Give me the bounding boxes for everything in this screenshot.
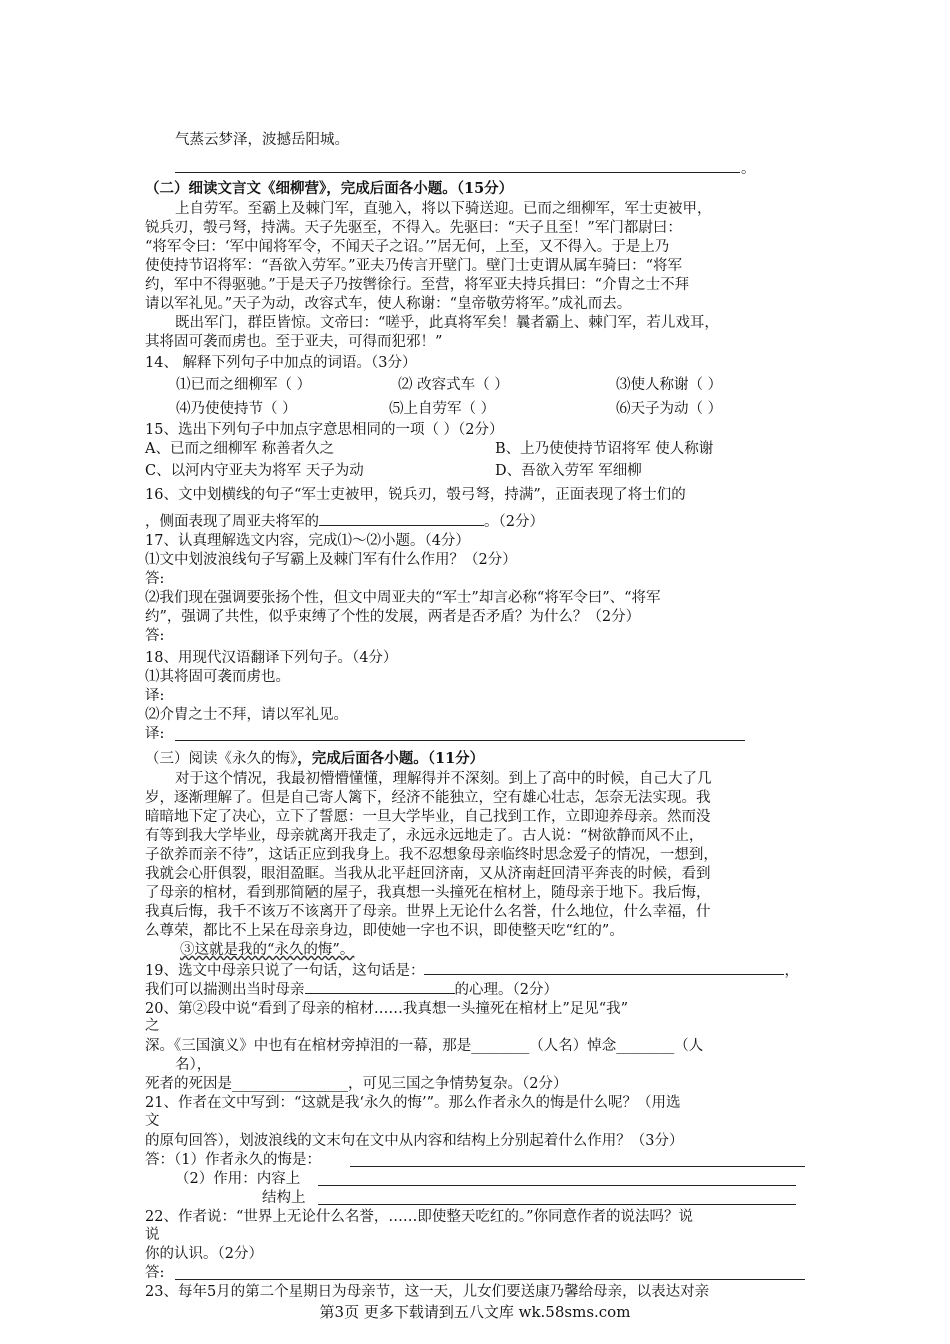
- poem-end: 。: [741, 161, 756, 177]
- q17-2-line2: 约”，强调了共性，似乎束缚了个性的发展，两者是否矛盾？为什么？（2分）: [145, 609, 641, 625]
- q20-line2: 深。《三国演义》中也有在棺材旁掉泪的一幕，那是________（人名）悼念________（人: [145, 1038, 704, 1054]
- section3-title-a: （三）阅读《永久的悔》: [145, 751, 298, 767]
- s3-para-line: 对于这个情况，我最初懵懵懂懂，理解得并不深刻。到上了高中的时候，自己大了几: [175, 771, 712, 787]
- q21-line1: 21、作者在文中写到：“这就是我‘永久的悔’”。那么作者永久的悔是什么呢？（用选: [145, 1095, 681, 1111]
- q21-line3: 答：（1）作者永久的悔是：: [145, 1152, 321, 1168]
- poem-line: 气蒸云梦泽，波撼岳阳城。: [175, 132, 349, 148]
- q22-line1: 22、作者说：“世界上无论什么名誉，……即使整天吃红的。”你同意作者的说法吗？说: [145, 1209, 694, 1225]
- translate-label: 译:: [145, 726, 165, 742]
- q22-line1b: 说: [145, 1227, 160, 1243]
- s3-para-line: 了母亲的棺材，看到那简陋的屋子，我真想一头撞死在棺材上，随母亲于地下。我后悔，: [145, 885, 711, 901]
- s2-para1-line: 请以军礼见。”天子为动，改容式车，使人称谢：“皇帝敬劳将军。”成礼而去。: [145, 296, 632, 312]
- q16-points: 。（2分）: [484, 514, 544, 530]
- q14-item: ⑹天子为动（ ）: [616, 401, 723, 417]
- q15-option-b: B、上乃使使持节诏将军 使人称谢: [495, 441, 714, 457]
- q19-text2: 我们可以揣测出当时母亲: [145, 982, 305, 998]
- q23-line1: 23、每年5月的第二个星期日为母亲节，这一天，儿女们要送康乃馨给母亲，以表达对亲: [145, 1284, 710, 1300]
- q17: 17、认真理解选文内容，完成⑴～⑵小题。（4分）: [145, 533, 470, 549]
- q21-line4: （2）作用：内容上: [175, 1171, 301, 1187]
- q20-line1b: 之: [145, 1018, 160, 1034]
- s2-para1-line: 锐兵刃，彀弓弩，持满。天子先驱至，不得入。先驱曰：“天子且至！”军门都尉曰：: [145, 220, 682, 236]
- s3-para-line: 我真后悔，我千不该万不该离开了母亲。世界上无论什么名誉，什么地位，什么幸福，什: [145, 904, 711, 920]
- q21-line5: 结构上: [262, 1190, 306, 1206]
- q14-item: ⑷乃使使持节（ ）: [176, 401, 297, 417]
- q18-1: ⑴其将固可袭而虏也。: [145, 669, 290, 685]
- s3-para-line: 暗暗地下定了决心，立下了誓愿：一旦大学毕业，自己找到工作，立即迎养母亲。然而没: [145, 809, 711, 825]
- q14-item: ⑵ 改容式车（ ）: [398, 377, 509, 393]
- q20-line3: 死者的死因是________________，可见三国之争情势复杂。（2分）: [145, 1076, 568, 1092]
- page-footer: 第3页 更多下载请到五八文库 wk.58sms.com: [319, 1303, 631, 1321]
- s3-para-line: 岁，逐渐理解了。但是自己寄人篱下，经济不能独立，空有雄心壮志，怎奈无法实现。我: [145, 790, 711, 806]
- s3-para-line: 子欲养而亲不待”，这话正应到我身上。我不忍想象母亲临终时思念爱子的情况，一想到，: [145, 847, 718, 863]
- q19-end: 的心理。（2分）: [454, 982, 558, 998]
- q16-blank: [319, 511, 484, 526]
- s2-para2-line: 既出军门，群臣皆惊。文帝曰：“嗟乎，此真将军矣！曩者霸上、棘门军，若儿戏耳，: [175, 315, 719, 331]
- answer-line: [350, 1166, 805, 1167]
- section2-title: （二）细读文言文《细柳营》，完成后面各小题。（15分）: [145, 180, 514, 197]
- q20-line2b: 名），: [175, 1057, 212, 1073]
- q18-2: ⑵介胄之士不拜，请以军礼见。: [145, 707, 348, 723]
- q22-line2: 你的认识。（2分）: [145, 1246, 263, 1262]
- translate-label: 译:: [145, 688, 165, 704]
- answer-label: 答:: [145, 628, 165, 644]
- q14-item: ⑴已而之细柳军（ ）: [176, 377, 312, 393]
- s3-para-line: 么尊荣，都比不上呆在母亲身边，即使她一字也不识，即使整天吃“红的”。: [145, 923, 624, 939]
- q14-item: ⑶使人称谢（ ）: [616, 377, 723, 393]
- q17-1: ⑴文中划波浪线句子写霸上及棘门军有什么作用？（2分）: [145, 552, 517, 568]
- q19-line2: [145, 979, 558, 1000]
- s2-para1-line: 约，军中不得驱驰。”于是天子乃按辔徐行。至营，将军亚夫持兵揖曰：“介胄之士不拜: [145, 277, 690, 293]
- q21-line1b: 文: [145, 1113, 160, 1129]
- q16-line1: 16、文中划横线的句子“军士吏被甲，锐兵刃，彀弓弩，持满”，正面表现了将士们的: [145, 487, 686, 503]
- s2-para2-line: 其将固可袭而虏也。至于亚夫，可得而犯邪！”: [145, 334, 443, 350]
- q15-option-a: A、已而之细柳军 称善者久之: [145, 441, 335, 457]
- answer-line: [318, 1185, 796, 1186]
- q19-text: 19、选文中母亲只说了一句话，这句话是：: [145, 963, 425, 979]
- answer-label: 答:: [145, 571, 165, 587]
- answer-line: [175, 740, 745, 741]
- s3-para-line: 我就会心肝俱裂，眼泪盈眶。当我从北平赶回济南，又从济南赶回清平奔丧的时候，看到: [145, 866, 711, 882]
- q15-option-d: D、吾欲入劳军 军细柳: [495, 463, 642, 479]
- answer-line: [318, 1204, 796, 1205]
- q21-line2: 的原句回答），划波浪线的文末句在文中从内容和结构上分别起着什么作用？（3分）: [145, 1133, 684, 1149]
- q19-comma: ，: [784, 963, 799, 979]
- s2-para1-line: “将军令曰：‘军中闻将军令，不闻天子之诏。’”居无何，上至，又不得入。于是上乃: [145, 239, 670, 255]
- section3-title: [145, 749, 484, 769]
- q19-blank2: [305, 979, 455, 994]
- q14-item: ⑸上自劳军（ ）: [389, 401, 496, 417]
- q19-blank: [424, 960, 784, 975]
- answer-line: [175, 1279, 805, 1280]
- q15: 15、选出下列句子中加点字意思相同的一项（ ）（2分）: [145, 422, 504, 438]
- section3-title-b: ，完成后面各小题。（11分）: [297, 750, 485, 767]
- q20-line1: 20、第②段中说“看到了母亲的棺材……我真想一头撞死在棺材上”足见“我”: [145, 1001, 629, 1017]
- q14: 14、 解释下列句子中加点的词语。（3分）: [145, 355, 417, 371]
- answer-line: [175, 172, 740, 173]
- q15-option-c: C、以河内守亚夫为将军 天子为动: [145, 463, 364, 479]
- q17-2-line1: ⑵我们现在强调要张扬个性，但文中周亚夫的“军士”却言必称“将军令曰”、“将军: [145, 590, 661, 606]
- s2-para1-line: 使使持节诏将军：“吾欲入劳军。”亚夫乃传言开壁门。壁门士吏谓从属车骑曰：“将军: [145, 258, 682, 274]
- q16-line2: [145, 511, 544, 532]
- answer-label: 答:: [145, 1265, 165, 1281]
- s2-para1-line: 上自劳军。至霸上及棘门军，直驰入，将以下骑送迎。已而之细柳军，军士吏被甲，: [175, 201, 712, 217]
- s3-para-line: 有等到我大学毕业，母亲就离开我走了，永远永远地走了。古人说：“树欲静而风不止，: [145, 828, 704, 844]
- q16-text: ，侧面表现了周亚夫将军的: [145, 514, 319, 530]
- q19-line1: [145, 960, 799, 981]
- s3-para-end: ③这就是我的“永久的悔”。: [180, 942, 355, 958]
- q18: 18、用现代汉语翻译下列句子。（4分）: [145, 650, 398, 666]
